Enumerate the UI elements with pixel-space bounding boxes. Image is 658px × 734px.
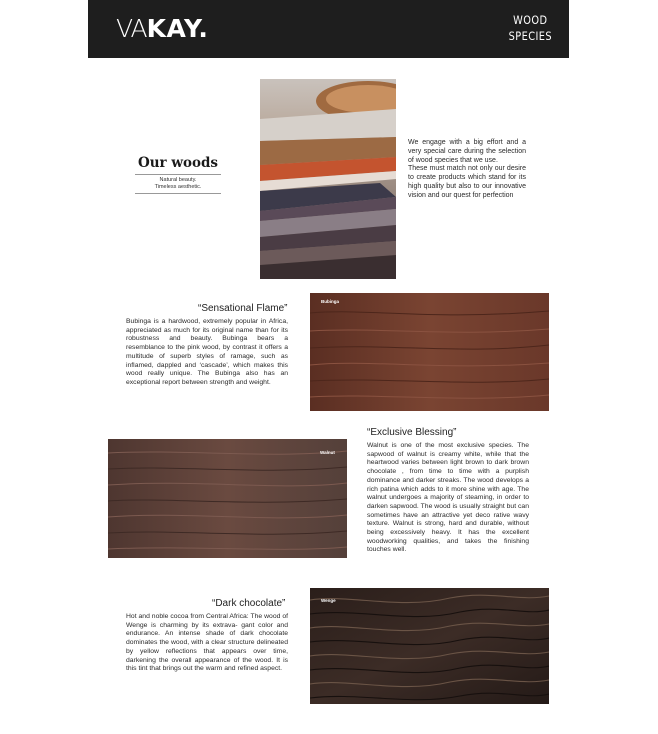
wenge-description: Hot and noble cocoa from Central Africa: The wood of Wenge is charming by its extrava- gant color and endurance. An intense shade of dark chocolate dominates the wood, with a clear structure delineated by yellow reflections that appears over time, darkening the overall appearance of the wood. It is this tint that brings out the warm and refined aspect. <box>126 613 288 673</box>
walnut-quote: “Exclusive Blessing” <box>367 427 457 438</box>
walnut-label: Walnut <box>320 450 335 455</box>
intro-paragraph-2: These must match not only our desire to create products which stand for its high quality but also to our innovative vision and our quest for perfection <box>408 165 526 199</box>
wenge-quote: “Dark chocolate” <box>212 598 286 609</box>
walnut-description: Walnut is one of the most exclusive species. The sapwood of walnut is creamy white, while that the heartwood varies between light brown to dark brown chocolate , from time to time with a purplish dominance and darker streaks. The wood develops a rich patina which adds to it more shine with age. The walnut undergoes a majority of steaming, in order to darken sapwood. The wood is usually straight but can sometimes have an attractive yet deco rative wavy texture. Walnut is strong, hard and durable, without being excessively heavy. It has the excellent woodworking qualities, and takes the finishing touches well. <box>367 442 529 554</box>
bubinga-label: Bubinga <box>321 299 339 304</box>
page-title <box>509 12 552 44</box>
page-header <box>88 0 569 58</box>
wood-planks-photo <box>260 79 396 279</box>
title-line-1: WOOD <box>513 13 548 27</box>
our-woods-title: Our woods <box>137 155 219 171</box>
intro-paragraph-1: We engage with a big effort and a very special care during the selection of wood species that we use. <box>408 139 526 164</box>
tagline-line-1: Natural beauty. <box>159 177 197 183</box>
title-line-2: SPECIES <box>508 29 552 43</box>
bubinga-wood-sample <box>310 293 549 411</box>
wenge-wood-sample <box>310 588 549 704</box>
divider <box>135 174 221 175</box>
bubinga-quote: “Sensational Flame” <box>198 303 288 314</box>
intro-text <box>408 139 526 201</box>
brand-logo: VAKAY. <box>116 14 209 43</box>
walnut-wood-sample <box>108 439 347 558</box>
bubinga-description: Bubinga is a hardwood, extremely popular in Africa, appreciated as much for its original name than for its robustness and beauty. Bubinga bears a resemblance to the pink wood, by contrast it offers a multitude of superb styles of ramage, such as inflamed, dappled and ‘cascade’, which makes this wood really unique. The Bubinga also has an exceptional report between strength and weight. <box>126 318 288 386</box>
wenge-label: Wenge <box>321 598 336 603</box>
divider <box>135 193 221 194</box>
section-heading <box>135 154 221 196</box>
tagline-line-2: Timeless aesthetic. <box>154 184 202 190</box>
